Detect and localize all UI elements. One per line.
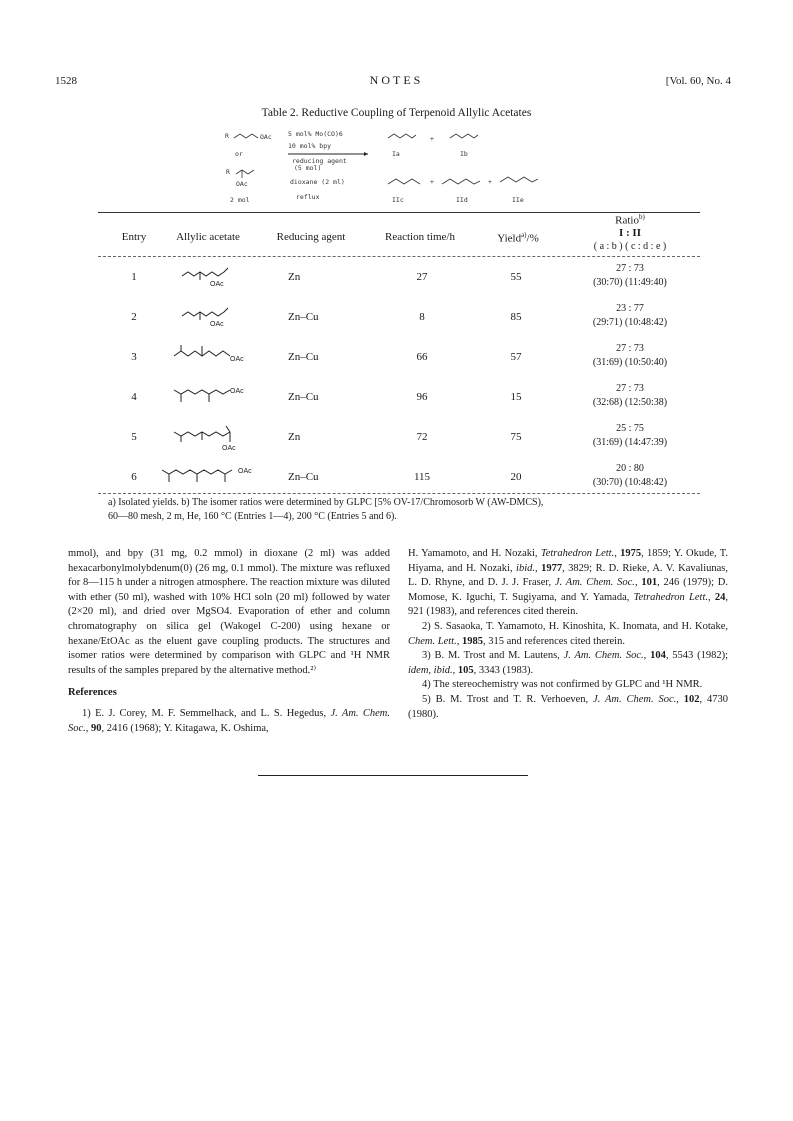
table-bottom-rule xyxy=(98,493,700,494)
svg-text:OAc: OAc xyxy=(230,388,244,395)
product-iie: IIe xyxy=(512,196,524,204)
svg-text:OAc: OAc xyxy=(210,321,224,328)
row-reaction-time: 72 xyxy=(416,431,428,443)
reagent-5: dioxane (2 ml) xyxy=(290,178,345,186)
row-entry: 5 xyxy=(131,431,137,443)
end-rule xyxy=(258,775,528,776)
row-ratio-detail: (30:70) (11:49:40) xyxy=(593,277,667,288)
col-header-reducing-agent: Reducing agent xyxy=(276,231,346,243)
row-reducing-agent: Zn xyxy=(288,271,301,283)
row-yield: 75 xyxy=(510,431,522,443)
row-ratio-main: 27 : 73 xyxy=(616,383,644,394)
row-entry: 6 xyxy=(131,471,137,483)
left-column xyxy=(68,547,390,736)
scheme-label-amount: 2 mol xyxy=(230,196,250,204)
svg-text:+: + xyxy=(430,178,434,186)
reference-3: 3) B. M. Trost and M. Lautens, J. Am. Chem. Soc., 104, 5543 (1982); idem, ibid., 105, 3343 (1983). xyxy=(408,650,728,676)
scheme-label-oac2: OAc xyxy=(236,180,248,188)
svg-text:OAc: OAc xyxy=(238,468,252,475)
row-reaction-time: 27 xyxy=(416,271,428,283)
product-ib: Ib xyxy=(460,150,468,158)
substrate-structure xyxy=(172,384,252,404)
reference-2: 2) S. Sasaoka, T. Yamamoto, H. Kinoshita, K. Inomata, and H. Kotake, Chem. Lett., 1985, 315 and references cited therein. xyxy=(408,620,728,647)
product-ia: Ia xyxy=(392,150,400,158)
row-ratio-detail: (31:69) (10:50:40) xyxy=(592,357,668,368)
right-column xyxy=(408,547,728,722)
row-entry: 1 xyxy=(131,271,137,283)
row-ratio-main: 23 : 77 xyxy=(616,303,644,314)
reagent-1: 5 mol% Mo(CO)6 xyxy=(288,130,343,138)
row-reaction-time: 115 xyxy=(413,471,431,483)
svg-text:+: + xyxy=(430,135,434,143)
reagent-4: (5 mol) xyxy=(294,164,322,172)
row-reducing-agent: Zn–Cu xyxy=(288,311,319,323)
references-heading: References xyxy=(68,687,117,699)
row-reaction-time: 8 xyxy=(419,311,425,323)
reference-1: 1) E. J. Corey, M. F. Semmelhack, and L. S. Hegedus, J. Am. Chem. Soc., 90, 2416 (1968); Y. Kitagawa, K. Oshima, xyxy=(68,707,390,734)
row-entry: 4 xyxy=(131,391,137,403)
table-header-rule xyxy=(98,256,700,257)
reference-4: 4) The stereochemistry was not confirmed by GLPC and ¹H NMR. xyxy=(422,679,703,691)
table-caption: Table 2. Reductive Coupling of Terpenoid Allylic Acetates xyxy=(261,107,532,119)
col-header-ratio-groups: I : II xyxy=(618,227,641,239)
row-reaction-time: 66 xyxy=(416,351,428,363)
row-entry: 3 xyxy=(131,351,137,363)
col-header-reaction-time: Reaction time/h xyxy=(385,231,455,243)
row-reducing-agent: Zn–Cu xyxy=(288,351,319,363)
table-footnote-1: a) Isolated yields. b) The isomer ratios were determined by GLPC [5% OV-17/Chromosorb W (AW-DMCS), xyxy=(108,497,544,508)
reagent-3: reducing agent xyxy=(292,157,347,165)
row-ratio-main: 27 : 73 xyxy=(616,263,644,274)
scheme-label-or: or xyxy=(235,150,243,158)
svg-text:+: + xyxy=(488,178,492,186)
row-ratio-detail: (30:70) (10:48:42) xyxy=(592,477,668,488)
svg-text:OAc: OAc xyxy=(230,356,244,363)
row-ratio-main: 27 : 73 xyxy=(616,343,644,354)
row-ratio-detail: (29:71) (10:48:42) xyxy=(592,317,668,328)
reaction-scheme xyxy=(220,126,580,206)
svg-text:OAc: OAc xyxy=(210,281,224,288)
table-footnote-2: 60—80 mesh, 2 m, He, 160 °C (Entries 1—4), 200 °C (Entries 5 and 6). xyxy=(108,511,397,522)
col-header-ratio: Ratio$^{b)}$ xyxy=(615,213,645,227)
row-entry: 2 xyxy=(131,311,137,323)
product-iid: IId xyxy=(456,196,468,204)
scheme-label-oac1: OAc xyxy=(260,133,272,141)
row-ratio-detail: (32:68) (12:50:38) xyxy=(592,397,668,408)
substrate-structure xyxy=(160,464,260,484)
col-header-entry: Entry xyxy=(121,231,147,243)
row-yield: 55 xyxy=(510,271,522,283)
row-ratio-main: 20 : 80 xyxy=(616,463,644,474)
col-header-ratio-isomers: ( a : b ) ( c : d : e ) xyxy=(593,241,667,252)
reagent-6: reflux xyxy=(296,193,320,201)
svg-text:OAc: OAc xyxy=(222,445,236,452)
row-yield: 20 xyxy=(510,471,522,483)
row-ratio-main: 25 : 75 xyxy=(616,423,644,434)
substrate-structure xyxy=(172,344,252,364)
row-reducing-agent: Zn–Cu xyxy=(288,471,319,483)
substrate-structure xyxy=(180,266,240,288)
substrate-structure xyxy=(180,306,240,328)
page-number: 1528 xyxy=(55,75,77,87)
row-yield: 85 xyxy=(510,311,522,323)
substrate-structure xyxy=(172,424,252,452)
reference-1-continued: H. Yamamoto, and H. Nozaki, Tetrahedron Lett., 1975, 1859; Y. Okude, T. Hiyama, and H. Nozaki, ibid., 1977, 3829; R. D. Rieke, A. V. Kavaliunas, L. D. Rhyne, and D. J. J. Fraser, J. Am. Chem. Soc., 101, 246 (1979); D. Momose, K. Iguchi, T. Sugiyama, and Y. Yamada, Tetrahedron Lett., 24, 921 (1983), and references cited therein. xyxy=(408,548,729,618)
row-reducing-agent: Zn–Cu xyxy=(288,391,319,403)
row-reducing-agent: Zn xyxy=(288,431,301,443)
reagent-2: 10 mol% bpy xyxy=(288,142,332,150)
product-iic: IIc xyxy=(392,196,404,204)
journal-section: NOTES xyxy=(369,73,424,87)
reference-5: 5) B. M. Trost and T. R. Verhoeven, J. Am. Chem. Soc., 102, 4730 (1980). xyxy=(408,693,729,720)
scheme-label-r2: R xyxy=(226,168,230,176)
volume-info: [Vol. 60, No. 4 xyxy=(665,75,731,87)
row-ratio-detail: (31:69) (14:47:39) xyxy=(592,437,668,448)
row-yield: 57 xyxy=(510,351,522,363)
row-yield: 15 xyxy=(510,391,522,403)
col-header-allylic-acetate: Allylic acetate xyxy=(176,231,240,243)
experimental-text: mmol), and bpy (31 mg, 0.2 mmol) in dioxane (2 ml) was added hexacarbonylmolybdenum(0) (26 mg, 0.1 mmol). The mixture was refluxed for 8—115 h under a nitrogen atmosphere. The reaction mixture was diluted with ether (50 ml), washed with 10% HCl soln (20 ml) followed by water (2×20 ml), and dried over MgSO4. Evaporation of ether and column chromatography on silica gel (Wakogel C-200) using hexane or hexane/EtOAc as the eluent gave coupling products. The structures and isomer ratios were determined by comparison with GLPC and ¹H NMR results of the samples prepared by the alternative method.²⁾ xyxy=(68,548,390,676)
col-header-yield: Yield$^{a)}$/% xyxy=(497,231,539,245)
row-reaction-time: 96 xyxy=(416,391,428,403)
scheme-label-r1: R xyxy=(225,132,229,140)
